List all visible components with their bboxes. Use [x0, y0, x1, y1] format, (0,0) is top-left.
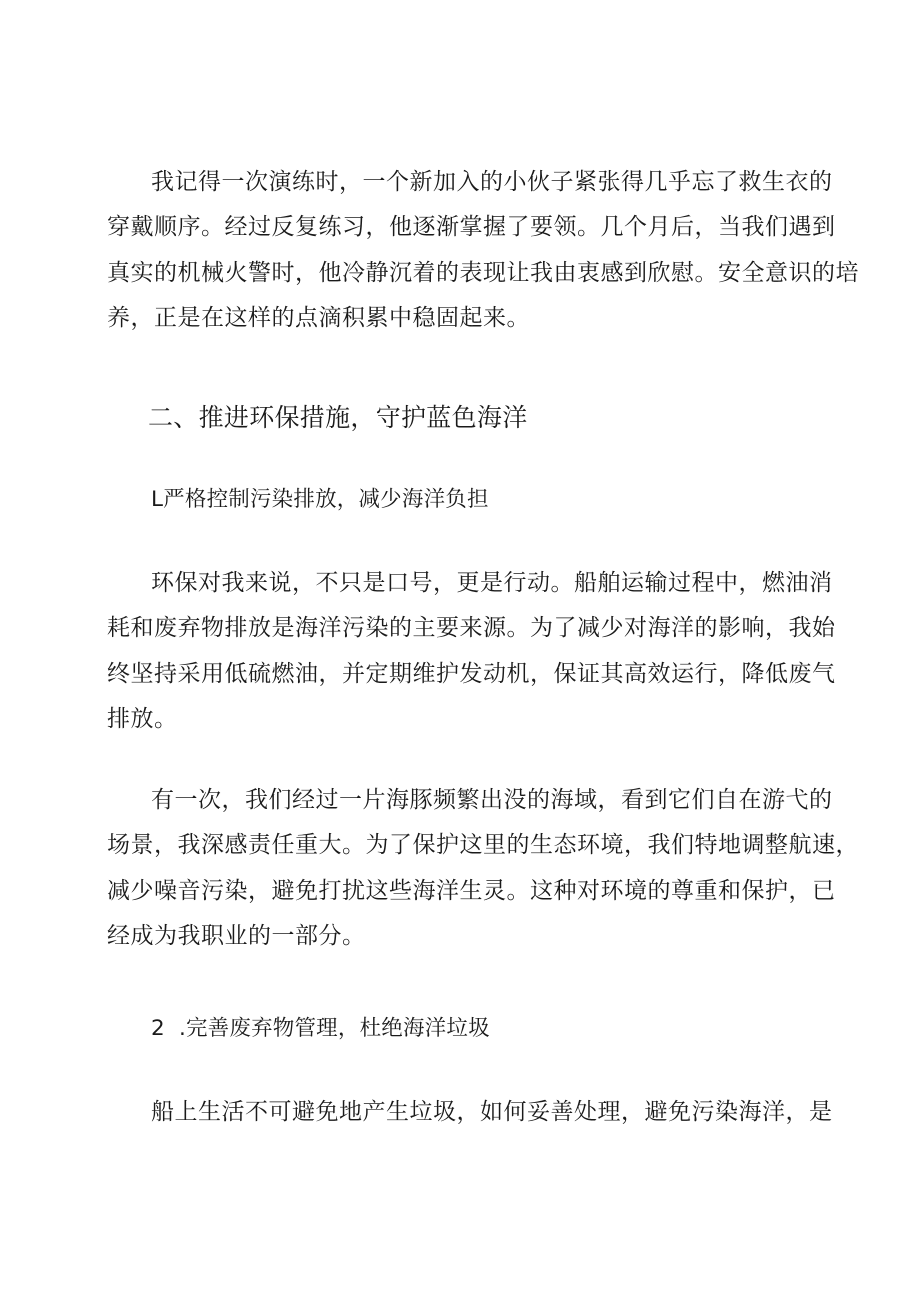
subheading-block-1 — [151, 482, 819, 518]
paragraph-dolphin-story — [107, 778, 859, 960]
section-heading: 二、推进环保措施，守护蓝色海洋 — [148, 403, 528, 432]
paragraph — [107, 561, 836, 743]
subheading-block-2 — [151, 1011, 819, 1047]
paragraph — [107, 778, 859, 960]
section-heading-block — [148, 398, 816, 438]
text-line: 船上生活不可避免地产生垃圾，如何妥善处理，避免污染海洋，是 — [151, 1099, 833, 1125]
text-line: 有一次，我们经过一片海豚频繁出没的海域，看到它们自在游弋的 — [151, 787, 833, 813]
paragraph — [107, 160, 859, 342]
subheading-pollution-control: L严格控制污染排放，减少海洋负担 — [151, 487, 489, 512]
paragraph-drill-story — [107, 160, 859, 342]
text-line: 环保对我来说，不只是口号，更是行动。船舶运输过程中，燃油消 — [151, 570, 833, 596]
text-line: 减少噪音污染，避免打扰这些海洋生灵。这种对环境的尊重和保护，已 — [107, 877, 836, 904]
text-line: 我记得一次演练时，一个新加入的小伙子紧张得几乎忘了救生衣的 — [151, 169, 833, 195]
paragraph — [151, 1090, 833, 1135]
paragraph-waste-handling — [151, 1090, 833, 1135]
text-line: 经成为我职业的一部分。 — [107, 923, 366, 950]
text-line: 终坚持采用低硫燃油，并定期维护发动机，保证其高效运行，降低废气 — [107, 660, 836, 687]
text-line: 穿戴顺序。经过反复练习，他逐渐掌握了要领。几个月后，当我们遇到 — [107, 214, 836, 241]
paragraph-environmental-action — [107, 561, 836, 743]
text-line: 耗和废弃物排放是海洋污染的主要来源。为了减少对海洋的影响，我始 — [107, 615, 836, 642]
text-line: 场景，我深感责任重大。为了保护这里的生态环境，我们特地调整航速， — [107, 832, 859, 859]
text-line: 养，正是在这样的点滴积累中稳固起来。 — [107, 305, 530, 332]
subheading-waste-management: 2 .完善废弃物管理，杜绝海洋垃圾 — [151, 1016, 490, 1041]
text-line: 真实的机械火警时，他冷静沉着的表现让我由衷感到欣慰。安全意识的培 — [107, 259, 859, 286]
text-line: 排放。 — [107, 706, 178, 733]
